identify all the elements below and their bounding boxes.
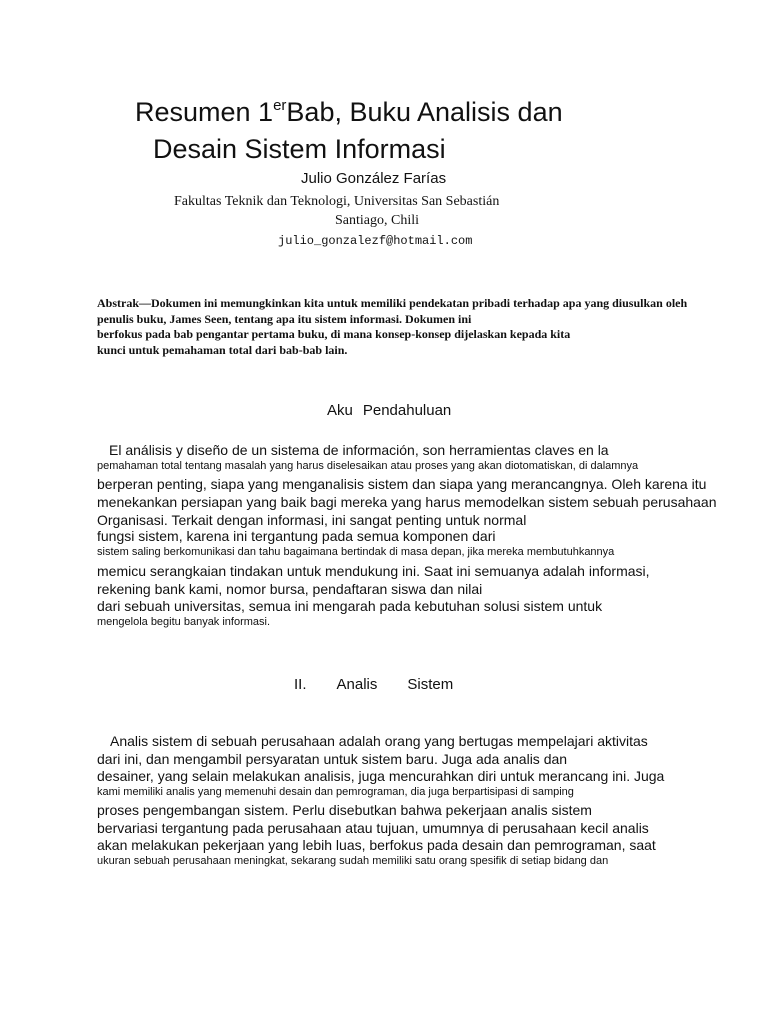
abstract-line-1: Abstrak—Dokumen ini memungkinkan kita untuk memiliki pendekatan pribadi terhadap apa yang diusulkan oleh [97,296,688,310]
section-2-line-8: ukuran sebuah perusahaan meningkat, sekarang sudah memiliki satu orang spesifik di setiap bidang dan [97,855,609,867]
section-1-line-4: menekankan persiapan yang baik bagi mereka yang harus memodelkan sistem sebuah perusahaan [97,494,717,510]
affiliation-line-2: Santiago, Chili [335,213,419,228]
section-2-line-7: akan melakukan pekerjaan yang lebih luas, berfokus pada desain dan pemrograman, saat [97,837,656,853]
paper-title-line-1: Resumen 1erBab, Buku Analisis dan [135,97,563,127]
section-2-line-1: Analis sistem di sebuah perusahaan adalah orang yang bertugas mempelajari aktivitas [110,733,648,749]
section-2-line-4: kami memiliki analis yang memenuhi desain dan pemrograman, dia juga berpartisipasi di samping [97,786,574,798]
paper-title-line-2: Desain Sistem Informasi [153,134,446,164]
author-email: julio_gonzalezf@hotmail.com [278,234,473,248]
section-1-heading: Aku Pendahuluan [327,402,452,419]
affiliation-line-1: Fakultas Teknik dan Teknologi, Universitas San Sebastián [174,194,500,209]
section-1-line-9: rekening bank kami, nomor bursa, pendaftaran siswa dan nilai [97,581,483,597]
section-1-line-8: memicu serangkaian tindakan untuk mendukung ini. Saat ini semuanya adalah informasi, [97,563,650,579]
section-1-line-7: sistem saling berkomunikasi dan tahu bagaimana bertindak di masa depan, jika mereka membutuhkannya [97,546,615,558]
section-2-line-2: dari ini, dan mengambil persyaratan untuk sistem baru. Juga ada analis dan [97,751,568,767]
section-2-line-6: bervariasi tergantung pada perusahaan atau tujuan, umumnya di perusahaan kecil analis [97,820,649,836]
section-2-line-3: desainer, yang selain melakukan analisis, juga mencurahkan diri untuk merancang ini. Juga [97,768,665,784]
section-1-line-11: mengelola begitu banyak informasi. [97,616,271,628]
section-1-line-6: fungsi sistem, karena ini tergantung pada semua komponen dari [97,528,496,544]
section-1-line-10: dari sebuah universitas, semua ini mengarah pada kebutuhan solusi sistem untuk [97,598,603,614]
author-name: Julio González Farías [301,170,447,187]
abstract-line-2: penulis buku, James Seen, tentang apa itu sistem informasi. Dokumen ini [97,312,472,326]
section-2-heading: II. Analis Sistem [294,676,454,693]
section-1-line-1: El análisis y diseño de un sistema de información, son herramientas claves en la [109,442,609,458]
section-1-line-2: pemahaman total tentang masalah yang harus diselesaikan atau proses yang akan diotomatiskan, di dalamnya [97,460,639,472]
section-1-line-5: Organisasi. Terkait dengan informasi, ini sangat penting untuk normal [97,512,527,528]
abstract-line-3: berfokus pada bab pengantar pertama buku, di mana konsep-konsep dijelaskan kepada kita [97,327,571,341]
section-1-line-3: berperan penting, siapa yang menganalisis sistem dan siapa yang merancangnya. Oleh karena itu [97,476,707,492]
abstract-line-4: kunci untuk pemahaman total dari bab-bab lain. [97,343,348,357]
section-2-line-5: proses pengembangan sistem. Perlu disebutkan bahwa pekerjaan analis sistem [97,802,592,818]
